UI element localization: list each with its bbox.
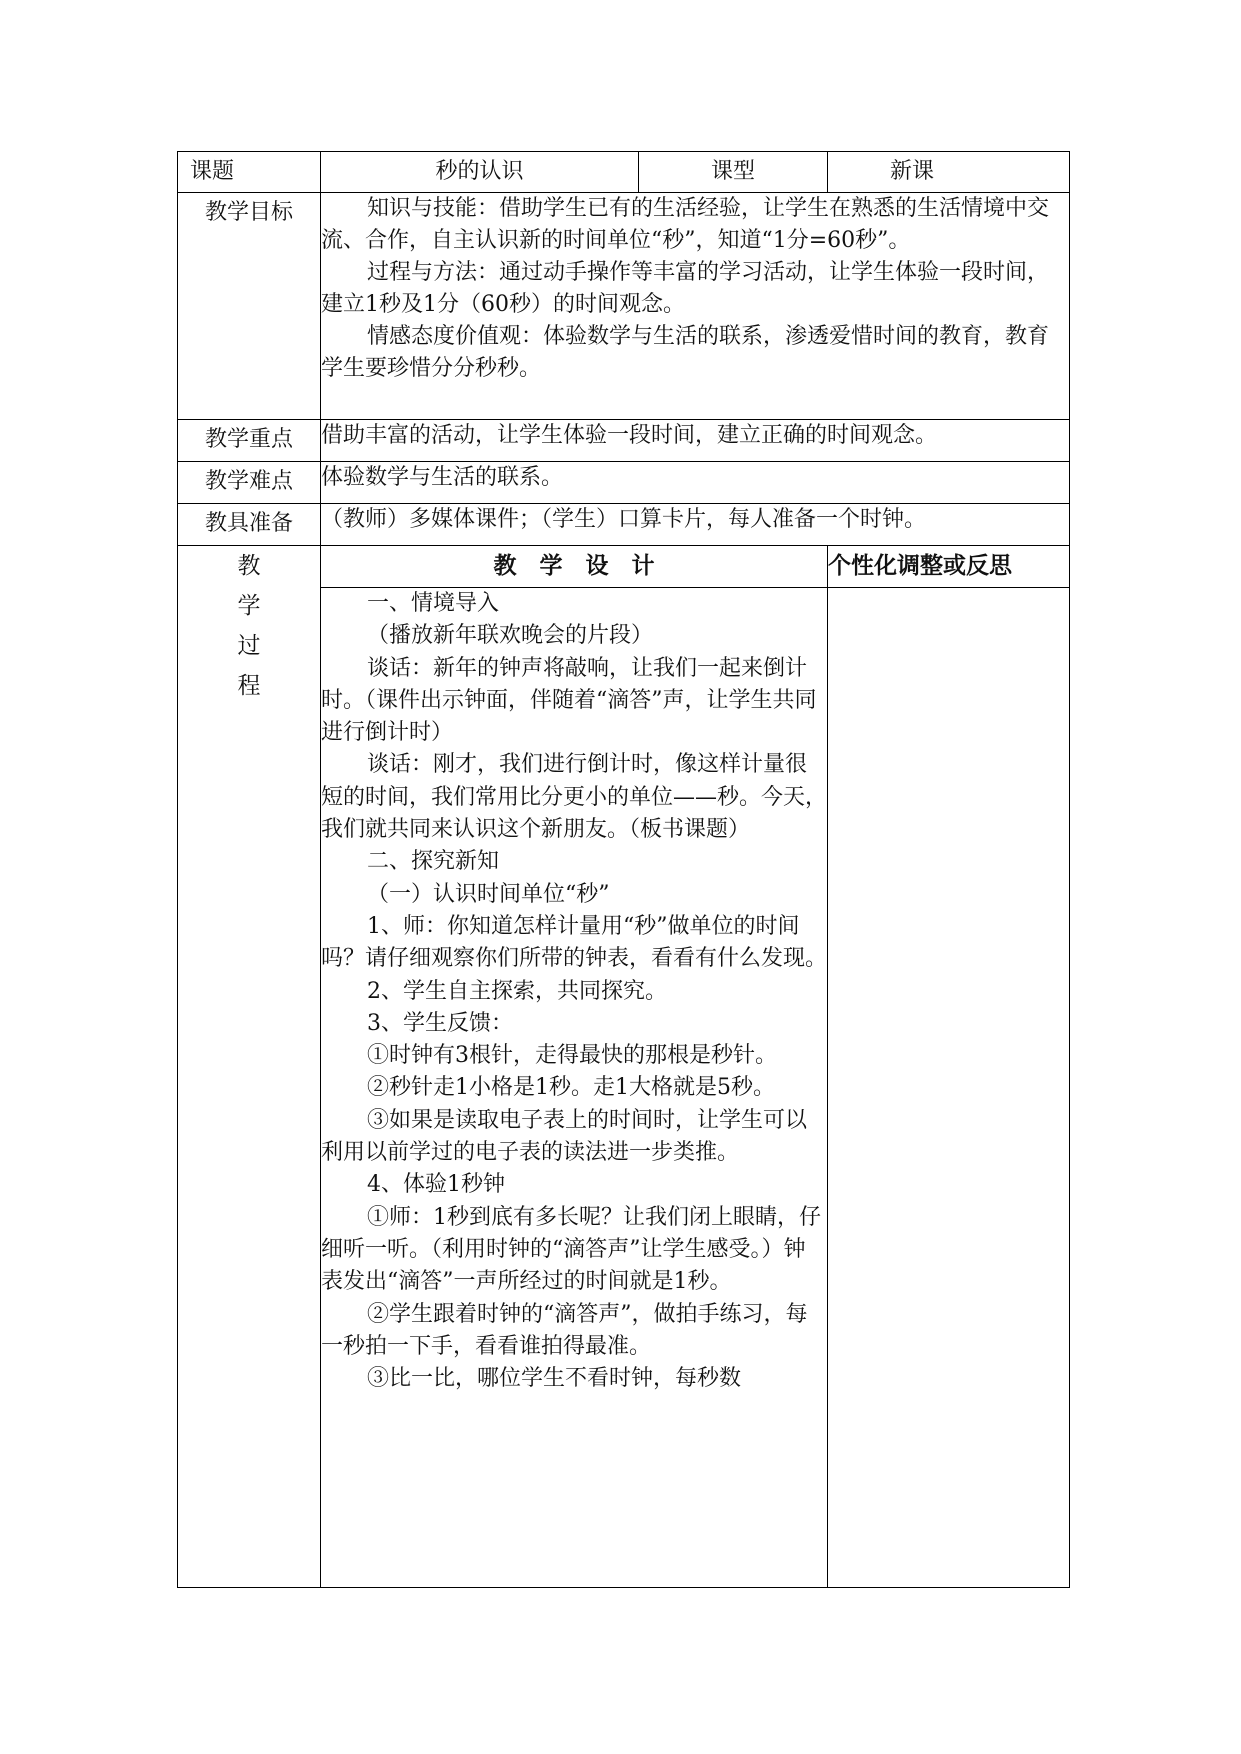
design-paragraph: ①师：1秒到底有多长呢？让我们闭上眼睛，仔细听一听。（利用时钟的“滴答声”让学生感受。）钟表发出“滴答”一声所经过的时间就是1秒。 bbox=[321, 1204, 821, 1295]
design-paragraph: 1、师：你知道怎样计量用“秒”做单位的时间吗？请仔细观察你们所带的钟表，看看有什么发现。 bbox=[321, 913, 828, 972]
design-paragraph: ③如果是读取电子表上的时间时，让学生可以利用以前学过的电子表的读法进一步类推。 bbox=[321, 1107, 808, 1166]
materials-text: （教师）多媒体课件；（学生）口算卡片，每人准备一个时钟。 bbox=[321, 504, 1070, 546]
process-label bbox=[178, 546, 321, 1588]
lesson-plan-table bbox=[177, 151, 1070, 1588]
key-point-label: 教学重点 bbox=[178, 420, 321, 462]
design-paragraph: （播放新年联欢晚会的片段） bbox=[367, 623, 654, 649]
process-label-char: 学 bbox=[237, 593, 261, 619]
type-label: 课型 bbox=[639, 152, 828, 193]
design-paragraph: 谈话：新年的钟声将敲响，让我们一起来倒计时。（课件出示钟面，伴随着“滴答”声，让学生共同进行倒计时） bbox=[321, 655, 817, 746]
difficulty-label: 教学难点 bbox=[178, 462, 321, 504]
design-paragraph: ②学生跟着时钟的“滴答声”，做拍手练习，每一秒拍一下手，看看谁拍得最准。 bbox=[321, 1301, 808, 1359]
design-paragraph: 2、学生自主探索，共同探究。 bbox=[367, 978, 667, 1004]
design-paragraph: ②秒针走1小格是1秒。走1大格就是5秒。 bbox=[367, 1075, 775, 1101]
goal-paragraph: 过程与方法：通过动手操作等丰富的学习活动，让学生体验一段时间，建立1秒及1分（60秒）的时间观念。 bbox=[321, 260, 1050, 317]
goal-paragraph: 知识与技能：借助学生已有的生活经验，让学生在熟悉的生活情境中交流、合作，自主认识新的时间单位“秒”，知道“1分=60秒”。 bbox=[321, 196, 1050, 253]
design-paragraph: 3、学生反馈： bbox=[367, 1010, 513, 1036]
goals-content bbox=[321, 193, 1070, 420]
design-paragraph: （一）认识时间单位“秒” bbox=[367, 881, 610, 907]
design-header: 教 学 设 计 bbox=[321, 546, 828, 588]
design-content bbox=[321, 588, 828, 1588]
design-paragraph: 二、探究新知 bbox=[367, 849, 500, 875]
design-paragraph: ③比一比，哪位学生不看时钟，每秒数 bbox=[367, 1366, 742, 1392]
process-label-char: 过 bbox=[237, 633, 261, 659]
process-label-char: 教 bbox=[237, 553, 261, 579]
key-point-text: 借助丰富的活动，让学生体验一段时间，建立正确的时间观念。 bbox=[321, 420, 1070, 462]
topic-label: 课题 bbox=[178, 152, 321, 193]
difficulty-text: 体验数学与生活的联系。 bbox=[321, 462, 1070, 504]
topic-value: 秒的认识 bbox=[321, 152, 639, 193]
type-value: 新课 bbox=[828, 152, 1070, 193]
reflection-header: 个性化调整或反思 bbox=[828, 546, 1070, 588]
design-paragraph: 4、体验1秒钟 bbox=[367, 1172, 505, 1198]
goal-paragraph: 情感态度价值观：体验数学与生活的联系，渗透爱惜时间的教育，教育学生要珍惜分分秒秒。 bbox=[321, 324, 1050, 381]
design-paragraph: 谈话：刚才，我们进行倒计时，像这样计量很短的时间，我们常用比分更小的单位——秒。今天，我们就共同来认识这个新朋友。（板书课题） bbox=[321, 752, 828, 843]
design-paragraph: 一、情境导入 bbox=[367, 591, 500, 616]
process-label-char: 程 bbox=[237, 673, 261, 699]
materials-label: 教具准备 bbox=[178, 504, 321, 546]
design-paragraph: ①时钟有3根针，走得最快的那根是秒针。 bbox=[367, 1043, 777, 1069]
reflection-content bbox=[828, 588, 1070, 1588]
goals-label: 教学目标 bbox=[178, 193, 321, 420]
